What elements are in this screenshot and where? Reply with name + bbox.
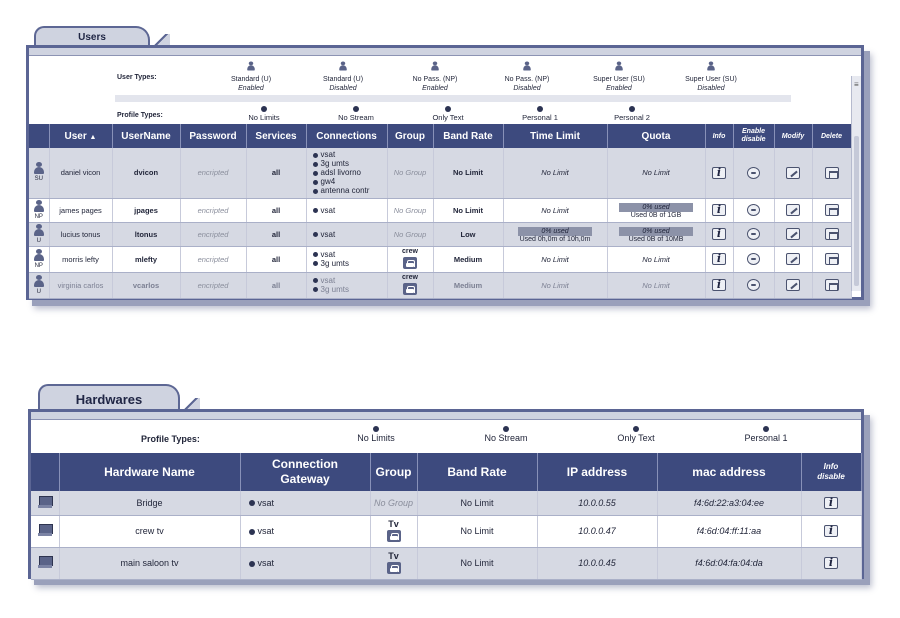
user-band-rate: No Limit <box>433 148 503 198</box>
profile-type-item <box>591 426 681 443</box>
hardware-row[interactable] <box>31 547 861 579</box>
info-icon[interactable]: i <box>824 525 838 537</box>
profile-type-item <box>721 426 811 443</box>
edit-pencil-icon[interactable] <box>786 167 800 179</box>
connection-item <box>313 230 387 239</box>
person-icon <box>33 162 45 174</box>
user-modify-cell <box>774 222 812 246</box>
info-icon[interactable]: i <box>712 279 726 291</box>
col-user-label: User <box>64 130 87 142</box>
user-avatar-cell <box>29 246 49 272</box>
user-group: No Group <box>387 222 433 246</box>
profile-type-item <box>311 106 401 122</box>
connection-label: vsat <box>320 276 336 285</box>
profile-type-label: Personal 2 <box>614 113 650 122</box>
profile-type-label: No Limits <box>248 113 280 122</box>
user-type-name: No Pass. (NP) <box>412 76 458 83</box>
hardware-ip: 10.0.0.47 <box>537 515 657 547</box>
user-band-rate: Medium <box>433 246 503 272</box>
hw-profile-types-legend <box>331 426 831 450</box>
user-band-rate: No Limit <box>433 198 503 222</box>
hardware-info-cell <box>801 547 861 579</box>
person-icon <box>33 249 45 261</box>
user-types-label: User Types: <box>117 74 157 81</box>
user-type-item <box>297 60 389 93</box>
hardware-name: Bridge <box>59 491 240 515</box>
hw-profile-types-label: Profile Types: <box>141 434 200 444</box>
user-profile-types-legend <box>219 106 679 126</box>
users-tab-label: Users <box>78 32 106 43</box>
user-time-limit: No Limit <box>503 246 607 272</box>
disable-icon[interactable] <box>747 204 760 216</box>
connection-dot-icon <box>313 189 318 194</box>
user-enable-cell <box>733 148 774 198</box>
group-lock-icon[interactable] <box>403 257 417 269</box>
user-type-state: Enabled <box>606 85 632 92</box>
gateway-label: vsat <box>257 558 275 568</box>
user-username: mlefty <box>112 246 180 272</box>
col-user[interactable] <box>49 124 112 148</box>
user-time-limit: No Limit <box>503 198 607 222</box>
user-quota: No Limit <box>607 148 705 198</box>
user-enable-cell <box>733 198 774 222</box>
hardware-mac: f4:6d:04:fa:04:da <box>657 547 801 579</box>
connection-dot-icon <box>313 278 318 283</box>
col-username[interactable]: UserName <box>112 124 180 148</box>
user-type-person-icon <box>431 62 440 71</box>
col-hw-group[interactable]: Group <box>370 453 417 491</box>
user-time-limit: No Limit <box>503 272 607 298</box>
profile-dot-icon <box>503 426 509 432</box>
computer-icon <box>38 556 52 568</box>
quota-usage-label: Used 0B of 1GB <box>630 211 682 219</box>
time-usage-bar: 0% used <box>518 227 592 236</box>
profile-dot-icon <box>261 106 267 112</box>
info-icon[interactable]: i <box>712 167 726 179</box>
col-hardware-name[interactable]: Hardware Name <box>59 453 240 491</box>
hardware-name: main saloon tv <box>59 547 240 579</box>
connection-item <box>313 276 387 285</box>
user-type-name: Standard (U) <box>322 76 364 83</box>
user-avatar-cell <box>29 148 49 198</box>
hardwares-panel <box>28 409 864 579</box>
info-icon[interactable]: i <box>824 557 838 569</box>
user-info-cell <box>705 198 733 222</box>
connection-label: 3g umts <box>320 159 349 169</box>
hardwares-table <box>31 453 862 580</box>
user-type-state: Disabled <box>329 85 357 92</box>
user-modify-cell <box>774 148 812 198</box>
connection-dot-icon <box>313 171 318 176</box>
scroll-grip-icon[interactable]: ≡ <box>854 80 859 89</box>
user-info-cell <box>705 222 733 246</box>
user-connections <box>306 246 387 272</box>
user-services: all <box>246 272 306 298</box>
user-group: No Group <box>387 198 433 222</box>
person-icon <box>33 200 45 212</box>
user-type-state: Enabled <box>238 85 264 92</box>
user-avatar-cell <box>29 222 49 246</box>
user-time-limit <box>503 222 607 246</box>
edit-pencil-icon[interactable] <box>786 279 800 291</box>
user-type-state: Disabled <box>697 85 725 92</box>
profile-dot-icon <box>537 106 543 112</box>
user-username: jpages <box>112 198 180 222</box>
sort-asc-icon[interactable]: ▲ <box>89 133 97 141</box>
user-type-person-icon <box>523 62 532 71</box>
disable-icon[interactable] <box>747 228 760 240</box>
user-quota: No Limit <box>607 246 705 272</box>
user-row[interactable] <box>29 272 851 298</box>
user-connections <box>306 222 387 246</box>
user-profile-types-label: Profile Types: <box>117 112 163 119</box>
user-type-badge: U <box>36 288 41 295</box>
user-delete-cell <box>812 222 851 246</box>
connection-label: vsat <box>320 205 336 215</box>
legend-divider <box>115 95 791 102</box>
user-info-cell <box>705 272 733 298</box>
user-password: encripted <box>180 272 246 298</box>
hardware-mac: f4:6d:04:ff:11:aa <box>657 515 801 547</box>
col-info: Info <box>705 124 733 148</box>
user-row[interactable] <box>29 222 851 246</box>
user-avatar-cell <box>29 272 49 298</box>
info-icon[interactable]: i <box>712 204 726 216</box>
connection-item <box>313 159 387 168</box>
connection-label: vsat <box>320 150 336 160</box>
group-lock-icon[interactable] <box>387 530 401 542</box>
col-hw-icon <box>31 453 59 491</box>
hardware-info-cell <box>801 515 861 547</box>
person-icon <box>33 275 45 287</box>
gateway-label: vsat <box>257 526 275 536</box>
user-type-name: Super User (SU) <box>685 76 737 83</box>
user-enable-cell <box>733 272 774 298</box>
quota-usage-bar: 0% used <box>619 227 693 236</box>
col-services[interactable]: Services <box>246 124 306 148</box>
connection-label: 3g umts <box>320 285 349 294</box>
user-type-state: Enabled <box>422 85 448 92</box>
delete-icon[interactable] <box>825 204 839 216</box>
connection-item <box>313 259 387 268</box>
user-name: morris lefty <box>49 246 112 272</box>
hardware-gateway <box>240 547 370 579</box>
edit-pencil-icon[interactable] <box>786 204 800 216</box>
hardware-band-rate: No Limit <box>417 491 537 515</box>
col-hw-band-rate[interactable]: Band Rate <box>417 453 537 491</box>
col-hw-info-disable: Info disable <box>801 453 861 491</box>
hardware-band-rate: No Limit <box>417 547 537 579</box>
connection-dot-icon <box>313 261 318 266</box>
user-type-state: Disabled <box>513 85 541 92</box>
disable-icon[interactable] <box>747 167 760 179</box>
computer-icon <box>38 524 52 536</box>
user-info-cell <box>705 246 733 272</box>
user-type-item <box>205 60 297 93</box>
user-type-item <box>389 60 481 93</box>
user-services: all <box>246 222 306 246</box>
user-quota <box>607 222 705 246</box>
hardwares-tab[interactable] <box>38 384 180 412</box>
hardware-ip: 10.0.0.45 <box>537 547 657 579</box>
col-delete: Delete <box>812 124 851 148</box>
profile-type-item <box>403 106 493 122</box>
connection-label: antenna contr <box>320 186 370 196</box>
user-name: lucius tonus <box>49 222 112 246</box>
col-band-rate[interactable]: Band Rate <box>433 124 503 148</box>
user-type-person-icon <box>339 62 348 71</box>
hardware-icon-cell <box>31 491 59 515</box>
users-panel <box>26 45 864 300</box>
hardware-icon-cell <box>31 515 59 547</box>
user-quota <box>607 198 705 222</box>
user-types-legend <box>205 60 825 96</box>
user-enable-cell <box>733 222 774 246</box>
connection-label: gw4 <box>320 177 336 187</box>
connection-item <box>313 168 387 177</box>
group-lock-icon[interactable] <box>387 562 401 574</box>
computer-icon <box>38 496 52 508</box>
connection-item <box>313 250 387 259</box>
gateway-dot-icon <box>249 500 255 506</box>
group-lock-icon[interactable] <box>403 283 417 295</box>
user-band-rate: Medium <box>433 272 503 298</box>
connection-item <box>313 186 387 195</box>
time-usage-label: Used 0h,0m of 10h,0m <box>519 235 591 243</box>
gateway-dot-icon <box>249 561 255 567</box>
connection-dot-icon <box>313 180 318 185</box>
profile-dot-icon <box>633 426 639 432</box>
user-delete-cell <box>812 246 851 272</box>
gateway-label: vsat <box>257 497 275 508</box>
connection-dot-icon <box>313 287 318 292</box>
user-username: vcarlos <box>112 272 180 298</box>
group-label: crew <box>402 247 418 255</box>
group-label: Tv <box>388 550 399 561</box>
connection-item <box>313 177 387 186</box>
connection-dot-icon <box>313 252 318 257</box>
user-password: encripted <box>180 198 246 222</box>
user-group: No Group <box>387 148 433 198</box>
user-type-person-icon <box>707 62 716 71</box>
user-time-limit: No Limit <box>503 148 607 198</box>
user-type-person-icon <box>247 62 256 71</box>
profile-type-label: No Stream <box>484 433 528 443</box>
profile-type-item <box>495 106 585 122</box>
user-name: virginia carlos <box>49 272 112 298</box>
connection-label: adsl livorno <box>320 168 361 178</box>
profile-type-item <box>331 426 421 443</box>
hardware-ip: 10.0.0.55 <box>537 491 657 515</box>
col-group[interactable]: Group <box>387 124 433 148</box>
user-type-item <box>665 60 757 93</box>
delete-icon[interactable] <box>825 167 839 179</box>
user-info-cell <box>705 148 733 198</box>
hardware-band-rate: No Limit <box>417 515 537 547</box>
connection-item <box>313 285 387 294</box>
user-connections <box>306 272 387 298</box>
connection-item <box>313 150 387 159</box>
hardware-group <box>370 515 417 547</box>
delete-icon[interactable] <box>825 228 839 240</box>
user-password: encripted <box>180 246 246 272</box>
col-password[interactable]: Password <box>180 124 246 148</box>
user-name: daniel vicon <box>49 148 112 198</box>
edit-pencil-icon[interactable] <box>786 253 800 265</box>
col-mac-address[interactable]: mac address <box>657 453 801 491</box>
delete-icon[interactable] <box>825 253 839 265</box>
profile-type-label: Only Text <box>617 433 655 443</box>
gateway-dot-icon <box>249 529 255 535</box>
user-modify-cell <box>774 246 812 272</box>
col-time-limit[interactable]: Time Limit <box>503 124 607 148</box>
disable-icon[interactable] <box>747 279 760 291</box>
user-connections <box>306 148 387 198</box>
group-label: crew <box>402 273 418 281</box>
profile-type-label: No Limits <box>357 433 395 443</box>
col-enable-disable: Enable disable <box>733 124 774 148</box>
user-type-item <box>573 60 665 93</box>
connection-label: vsat <box>320 250 336 259</box>
hardware-row[interactable] <box>31 491 861 515</box>
hardware-info-cell <box>801 491 861 515</box>
user-username: dvicon <box>112 148 180 198</box>
hardware-row[interactable] <box>31 515 861 547</box>
quota-usage-bar: 0% used <box>619 203 693 212</box>
connection-dot-icon <box>313 162 318 167</box>
user-type-person-icon <box>615 62 624 71</box>
user-modify-cell <box>774 198 812 222</box>
user-type-badge: U <box>36 237 41 244</box>
users-scrollbar[interactable] <box>851 76 861 291</box>
delete-icon[interactable] <box>825 279 839 291</box>
hardwares-panel-strip <box>31 412 861 420</box>
user-group <box>387 272 433 298</box>
profile-dot-icon <box>373 426 379 432</box>
info-icon[interactable]: i <box>712 228 726 240</box>
user-services: all <box>246 148 306 198</box>
user-password: encripted <box>180 222 246 246</box>
profile-dot-icon <box>445 106 451 112</box>
profile-type-label: Personal 1 <box>744 433 788 443</box>
user-row[interactable] <box>29 198 851 222</box>
user-type-name: Super User (SU) <box>593 76 645 83</box>
user-type-name: Standard (U) <box>230 76 272 83</box>
col-icon <box>29 124 49 148</box>
users-table <box>29 124 852 299</box>
user-modify-cell <box>774 272 812 298</box>
col-quota[interactable]: Quota <box>607 124 705 148</box>
user-username: ltonus <box>112 222 180 246</box>
hardware-gateway <box>240 491 370 515</box>
user-services: all <box>246 198 306 222</box>
profile-type-item <box>219 106 309 122</box>
user-type-badge: NP <box>34 262 43 269</box>
user-name: james pages <box>49 198 112 222</box>
profile-type-item <box>587 106 677 122</box>
connection-label: 3g umts <box>320 259 349 268</box>
profile-type-item <box>461 426 551 443</box>
hardware-icon-cell <box>31 547 59 579</box>
user-row[interactable] <box>29 246 851 272</box>
hardware-group: No Group <box>370 491 417 515</box>
hardware-mac: f4:6d:22:a3:04:ee <box>657 491 801 515</box>
user-services: all <box>246 246 306 272</box>
user-delete-cell <box>812 198 851 222</box>
quota-usage-label: Used 0B of 10MB <box>628 235 684 243</box>
edit-pencil-icon[interactable] <box>786 228 800 240</box>
user-enable-cell <box>733 246 774 272</box>
profile-dot-icon <box>353 106 359 112</box>
col-ip-address[interactable]: IP address <box>537 453 657 491</box>
user-avatar-cell <box>29 198 49 222</box>
user-type-item <box>481 60 573 93</box>
user-delete-cell <box>812 272 851 298</box>
users-scroll-thumb[interactable] <box>854 136 859 286</box>
users-panel-strip <box>29 48 861 56</box>
user-delete-cell <box>812 148 851 198</box>
profile-dot-icon <box>763 426 769 432</box>
connection-item <box>313 206 387 215</box>
user-password: encripted <box>180 148 246 198</box>
user-band-rate: Low <box>433 222 503 246</box>
info-icon[interactable]: i <box>712 253 726 265</box>
user-type-badge: NP <box>34 213 43 220</box>
hardware-gateway <box>240 515 370 547</box>
col-connection-gateway[interactable]: Connection Gateway <box>240 453 370 491</box>
user-quota: No Limit <box>607 272 705 298</box>
hardware-group <box>370 547 417 579</box>
info-icon[interactable]: i <box>824 497 838 509</box>
person-icon <box>33 224 45 236</box>
connection-label: vsat <box>320 229 336 239</box>
user-type-name: No Pass. (NP) <box>504 76 550 83</box>
profile-dot-icon <box>629 106 635 112</box>
user-type-badge: SU <box>34 176 43 183</box>
profile-type-label: No Stream <box>338 113 374 122</box>
user-group <box>387 246 433 272</box>
connection-dot-icon <box>313 153 318 158</box>
group-label: Tv <box>388 518 399 529</box>
user-row[interactable] <box>29 148 851 198</box>
connection-dot-icon <box>313 232 318 237</box>
user-connections <box>306 198 387 222</box>
col-modify: Modify <box>774 124 812 148</box>
profile-type-label: Only Text <box>432 113 464 122</box>
connection-dot-icon <box>313 208 318 213</box>
hardwares-tab-label: Hardwares <box>75 392 143 407</box>
profile-type-label: Personal 1 <box>522 113 558 122</box>
col-connections[interactable]: Connections <box>306 124 387 148</box>
hardware-name: crew tv <box>59 515 240 547</box>
disable-icon[interactable] <box>747 253 760 265</box>
